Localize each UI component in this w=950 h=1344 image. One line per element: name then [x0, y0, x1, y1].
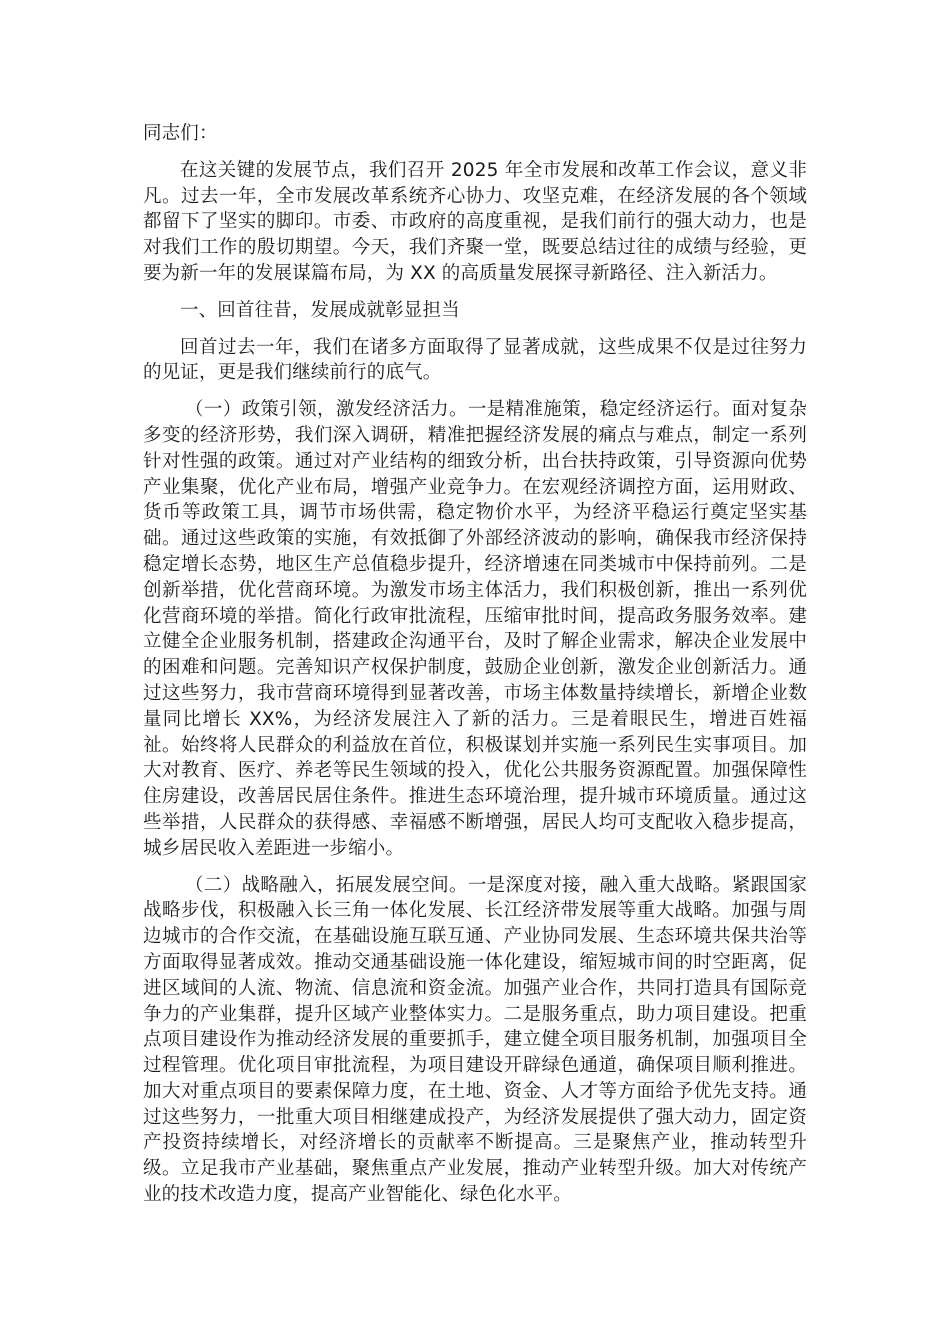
section-heading: 一、回首往昔，发展成就彰显担当 — [180, 299, 460, 321]
paragraph-strategy: （二）战略融入，拓展发展空间。一是深度对接，融入重大战略。紧跟国家战略步伐，积极融入长三角一体化发展、长江经济带发展等重大战略。加强与周边城市的合作交流，在基础设施互联互通、产业协同发展、生态环境共保共治等方面取得显著成效。推动交通基础设施一体化建设，缩短城市间的时空距离，促进区域间的人流、物流、信息流和资金流。加强产业合作，共同打造具有国际竞争力的产业集群，提升区域产业整体实力。二是服务重点，助力项目建设。把重点项目建设作为推动经济发展的重要抓手，建立健全项目服务机制，加强项目全过程管理。优化项目审批流程，为项目建设开辟绿色通道，确保项目顺利推进。加大对重点项目的要素保障力度，在土地、资金、人才等方面给予优先支持。通过这些努力，一批重大项目相继建成投产，为经济发展提供了强大动力，固定资产投资持续增长，对经济增长的贡献率不断提高。三是聚焦产业，推动转型升级。立足我市产业基础，聚焦重点产业发展，推动产业转型升级。加大对传统产业的技术改造力度，提高产业智能化、绿色化水平。 — [143, 874, 807, 1206]
document-body — [143, 121, 807, 1219]
salutation: 同志们： — [143, 123, 218, 144]
paragraph-review: 回首过去一年，我们在诸多方面取得了显著成就，这些成果不仅是过往努力的见证，更是我们继续前行的底气。 — [143, 336, 807, 384]
paragraph-policy: （一）政策引领，激发经济活力。一是精准施策，稳定经济运行。面对复杂多变的经济形势，我们深入调研，精准把握经济发展的痛点与难点，制定一系列针对性强的政策。通过对产业结构的细致分析，出台扶持政策，引导资源向优势产业集聚，优化产业布局，增强产业竞争力。在宏观经济调控方面，运用财政、货币等政策工具，调节市场供需，稳定物价水平，为经济平稳运行奠定坚实基础。通过这些政策的实施，有效抵御了外部经济波动的影响，确保我市经济保持稳定增长态势，地区生产总值稳步提升，经济增速在同类城市中保持前列。二是创新举措，优化营商环境。为激发市场主体活力，我们积极创新，推出一系列优化营商环境的举措。简化行政审批流程，压缩审批时间，提高政务服务效率。建立健全企业服务机制，搭建政企沟通平台，及时了解企业需求，解决企业发展中的困难和问题。完善知识产权保护制度，鼓励企业创新，激发企业创新活力。通过这些努力，我市营商环境得到显著改善，市场主体数量持续增长，新增企业数量同比增长 XX%，为经济发展注入了新的活力。三是着眼民生，增进百姓福祉。始终将人民群众的利益放在首位，积极谋划并实施一系列民生实事项目。加大对教育、医疗、养老等民生领域的投入，优化公共服务资源配置。加强保障性住房建设，改善居民居住条件。推进生态环境治理，提升城市环境质量。通过这些举措，人民群众的获得感、幸福感不断增强，居民人均可支配收入稳步提高，城乡居民收入差距进一步缩小。 — [143, 399, 807, 859]
paragraph-intro: 在这关键的发展节点，我们召开 2025 年全市发展和改革工作会议，意义非凡。过去一年，全市发展改革系统齐心协力、攻坚克难，在经济发展的各个领域都留下了坚实的脚印。市委、市政府的高度重视，是我们前行的强大动力，也是对我们工作的殷切期望。今天，我们齐聚一堂，既要总结过往的成绩与经验，更要为新一年的发展谋篇布局，为 XX 的高质量发展探寻新路径、注入新活力。 — [143, 159, 807, 284]
